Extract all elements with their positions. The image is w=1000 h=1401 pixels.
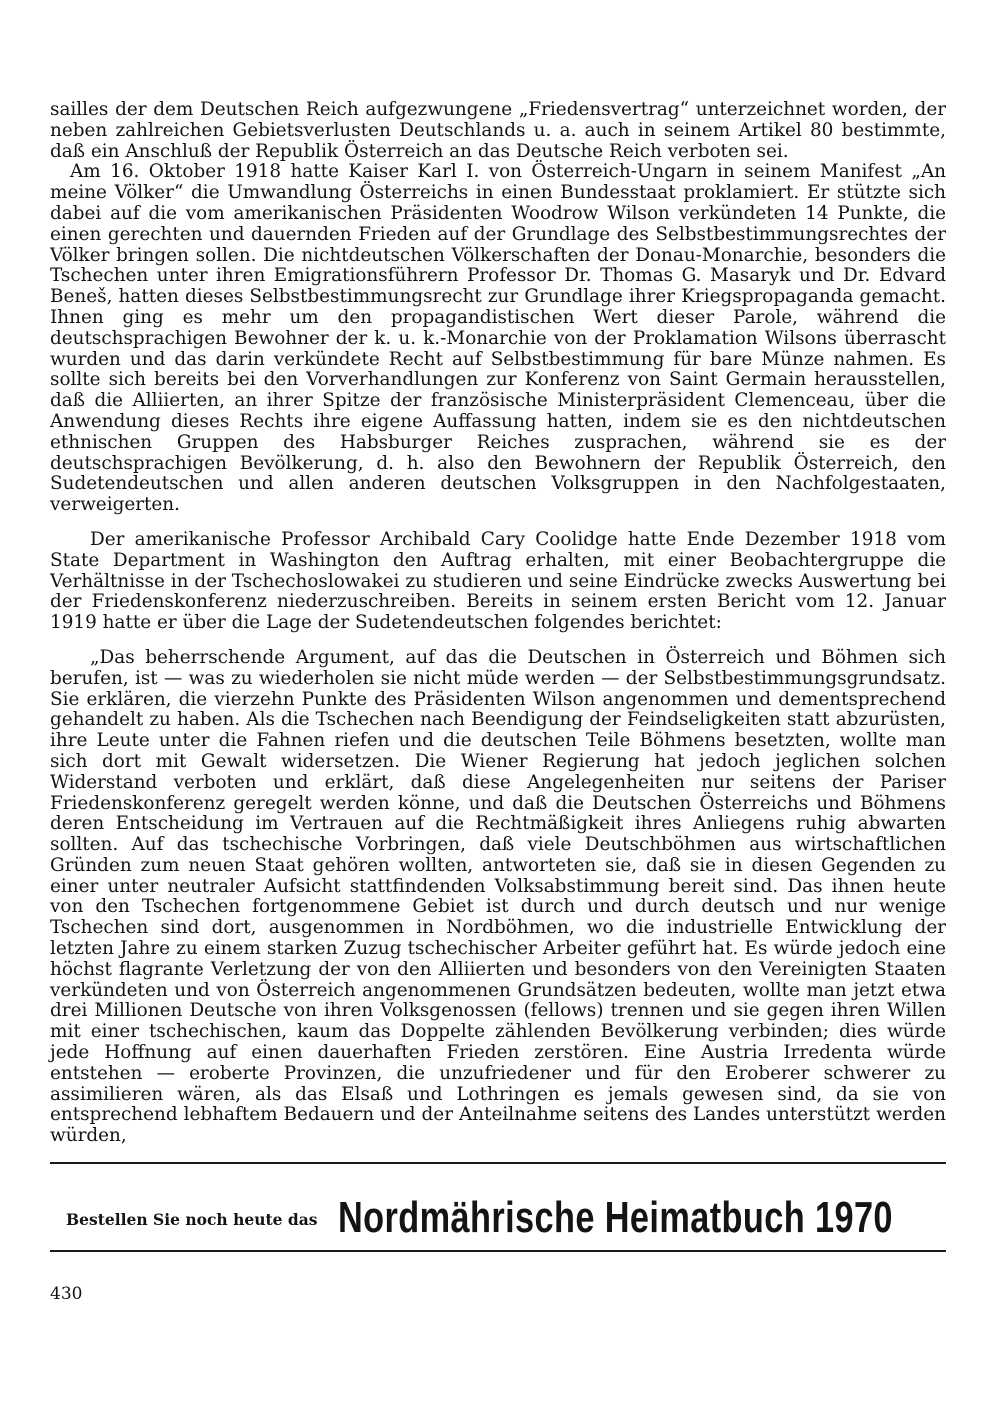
advert-top-rule [50,1162,946,1164]
advert-bottom-rule [50,1250,946,1252]
advert-title: Nordmährische Heimatbuch 1970 [337,1193,893,1242]
advert-banner [66,1176,946,1242]
page-body [50,100,946,1147]
advert-prefix: Bestellen Sie noch heute das [66,1210,318,1229]
paragraph-kaiser-manifest: Am 16. Oktober 1918 hatte Kaiser Karl I. von Österreich-Ungarn in seinem Manifest „An meine Völker“ die Umwandlung Österreichs in einen Bundesstaat proklamiert. Er stützte sich dabei auf die vom amerikanischen Präsidenten Woodrow Wilson verkündeten 14 Punkte, die einen gerechten und dauernden Frieden auf der Grundlage des Selbstbestimmungsrechtes der Völker bringen sollen. Die nichtdeutschen Völkerschaften der Donau-Monarchie, besonders die Tschechen unter ihren Emigrationsführern Professor Dr. Thomas G. Masaryk und Dr. Edvard Beneš, hatten dieses Selbstbestimmungsrecht zur Grundlage ihrer Kriegspropaganda gemacht. Ihnen ging es mehr um den propagandistischen Wert dieser Parole, während die deutschsprachigen Bewohner der k. u. k.-Monarchie von der Proklamation Wilsons überrascht wurden und das darin verkündete Recht auf Selbstbestimmung für bare Münze nahmen. Es sollte sich bereits bei den Vorverhandlungen zur Konferenz von Saint Germain herausstellen, daß die Alliierten, an ihrer Spitze der französische Ministerpräsident Clemenceau, über die Anwendung dieses Rechts ihre eigene Auffassung hatten, indem sie es den nichtdeutschen ethnischen Gruppen des Habsburger Reiches zusprachen, während sie es der deutschsprachigen Bevölkerung, d. h. also den Bewohnern der Republik Österreich, den Sudetendeutschen und allen anderen deutschen Volksgruppen in den Nachfolgestaaten, verweigerten. [50,161,946,516]
paragraph-quote: „Das beherrschende Argument, auf das die Deutschen in Österreich und Böhmen sich berufen, ist — was zu wiederholen sie nicht müde werden — der Selbstbestimmungsgrundsatz. Sie erklären, die vierzehn Punkte des Präsidenten Wilson angenommen und dementsprechend gehandelt zu haben. Als die Tschechen nach Beendigung der Feindseligkeiten statt abzurüsten, ihre Leute unter die Fahnen riefen und die deutschen Teile Böhmens besetzten, wollte man sich dort mit Gewalt widersetzen. Die Wiener Regierung hat jedoch jeglichen solchen Widerstand verboten und erklärt, daß diese Angelegenheiten nur seitens der Pariser Friedenskonferenz geregelt werden könne, und daß die Deutschen Österreichs und Böhmens deren Entscheidung im Vertrauen auf die Rechtmäßigkeit ihres Anliegens ruhig abwarten sollten. Auf das tschechische Vorbringen, daß viele Deutschböhmen aus wirtschaftlichen Gründen zum neuen Staat gehören wollten, antworteten sie, daß sie in diesen Gegenden zu einer unter neutraler Aufsicht stattfindenden Volksabstimmung bereit sind. Das ihnen heute von den Tschechen fortgenommene Gebiet ist durch und durch deutsch und nur wenige Tschechen sind dort, ausgenommen in Nordböhmen, wo die industrielle Entwicklung der letzten Jahre zu einem starken Zuzug tschechischer Arbeiter geführt hat. Es würde jedoch eine höchst flagrante Verletzung der von den Alliierten und besonders von den Vereinigten Staaten verkündeten und von Österreich angenommenen Grundsätzen bedeuten, wollte man jetzt etwa drei Millionen Deutsche von ihren Volksgenossen (fellows) trennen und sie gegen ihren Willen mit einer tschechischen, kaum das Doppelte zählenden Bevölkerung verbinden; dies würde jede Hoffnung auf einen dauerhaften Frieden zerstören. Eine Austria Irredenta würde entstehen — eroberte Provinzen, die unzufriedener und für den Eroberer schwerer zu assimilieren wären, als das Elsaß und Lothringen es jemals gewesen sind, da sie von entsprechend lebhaftem Bedauern und der Anteilnahme seitens des Landes unterstützt werden würden, [50,646,946,1147]
paragraph-coolidge: Der amerikanische Professor Archibald Cary Coolidge hatte Ende Dezember 1918 vom State Department in Washington den Auftrag erhalten, mit einer Beobachtergruppe die Verhältnisse in der Tschechoslowakei zu studieren und seine Eindrücke zwecks Auswertung bei der Friedenskonferenz niederzuschreiben. Bereits in seinem ersten Bericht vom 12. Januar 1919 hatte er über die Lage der Sudetendeutschen folgendes berichtet: [50,528,946,634]
page-number: 430 [50,1284,83,1304]
paragraph-continuation: sailles der dem Deutschen Reich aufgezwungene „Friedensvertrag“ unterzeichnet worden, der neben zahlreichen Gebietsverlusten Deutschlands u. a. auch in seinem Artikel 80 bestimmte, daß ein Anschluß der Republik Österreich an das Deutsche Reich verboten sei. [50,99,946,162]
